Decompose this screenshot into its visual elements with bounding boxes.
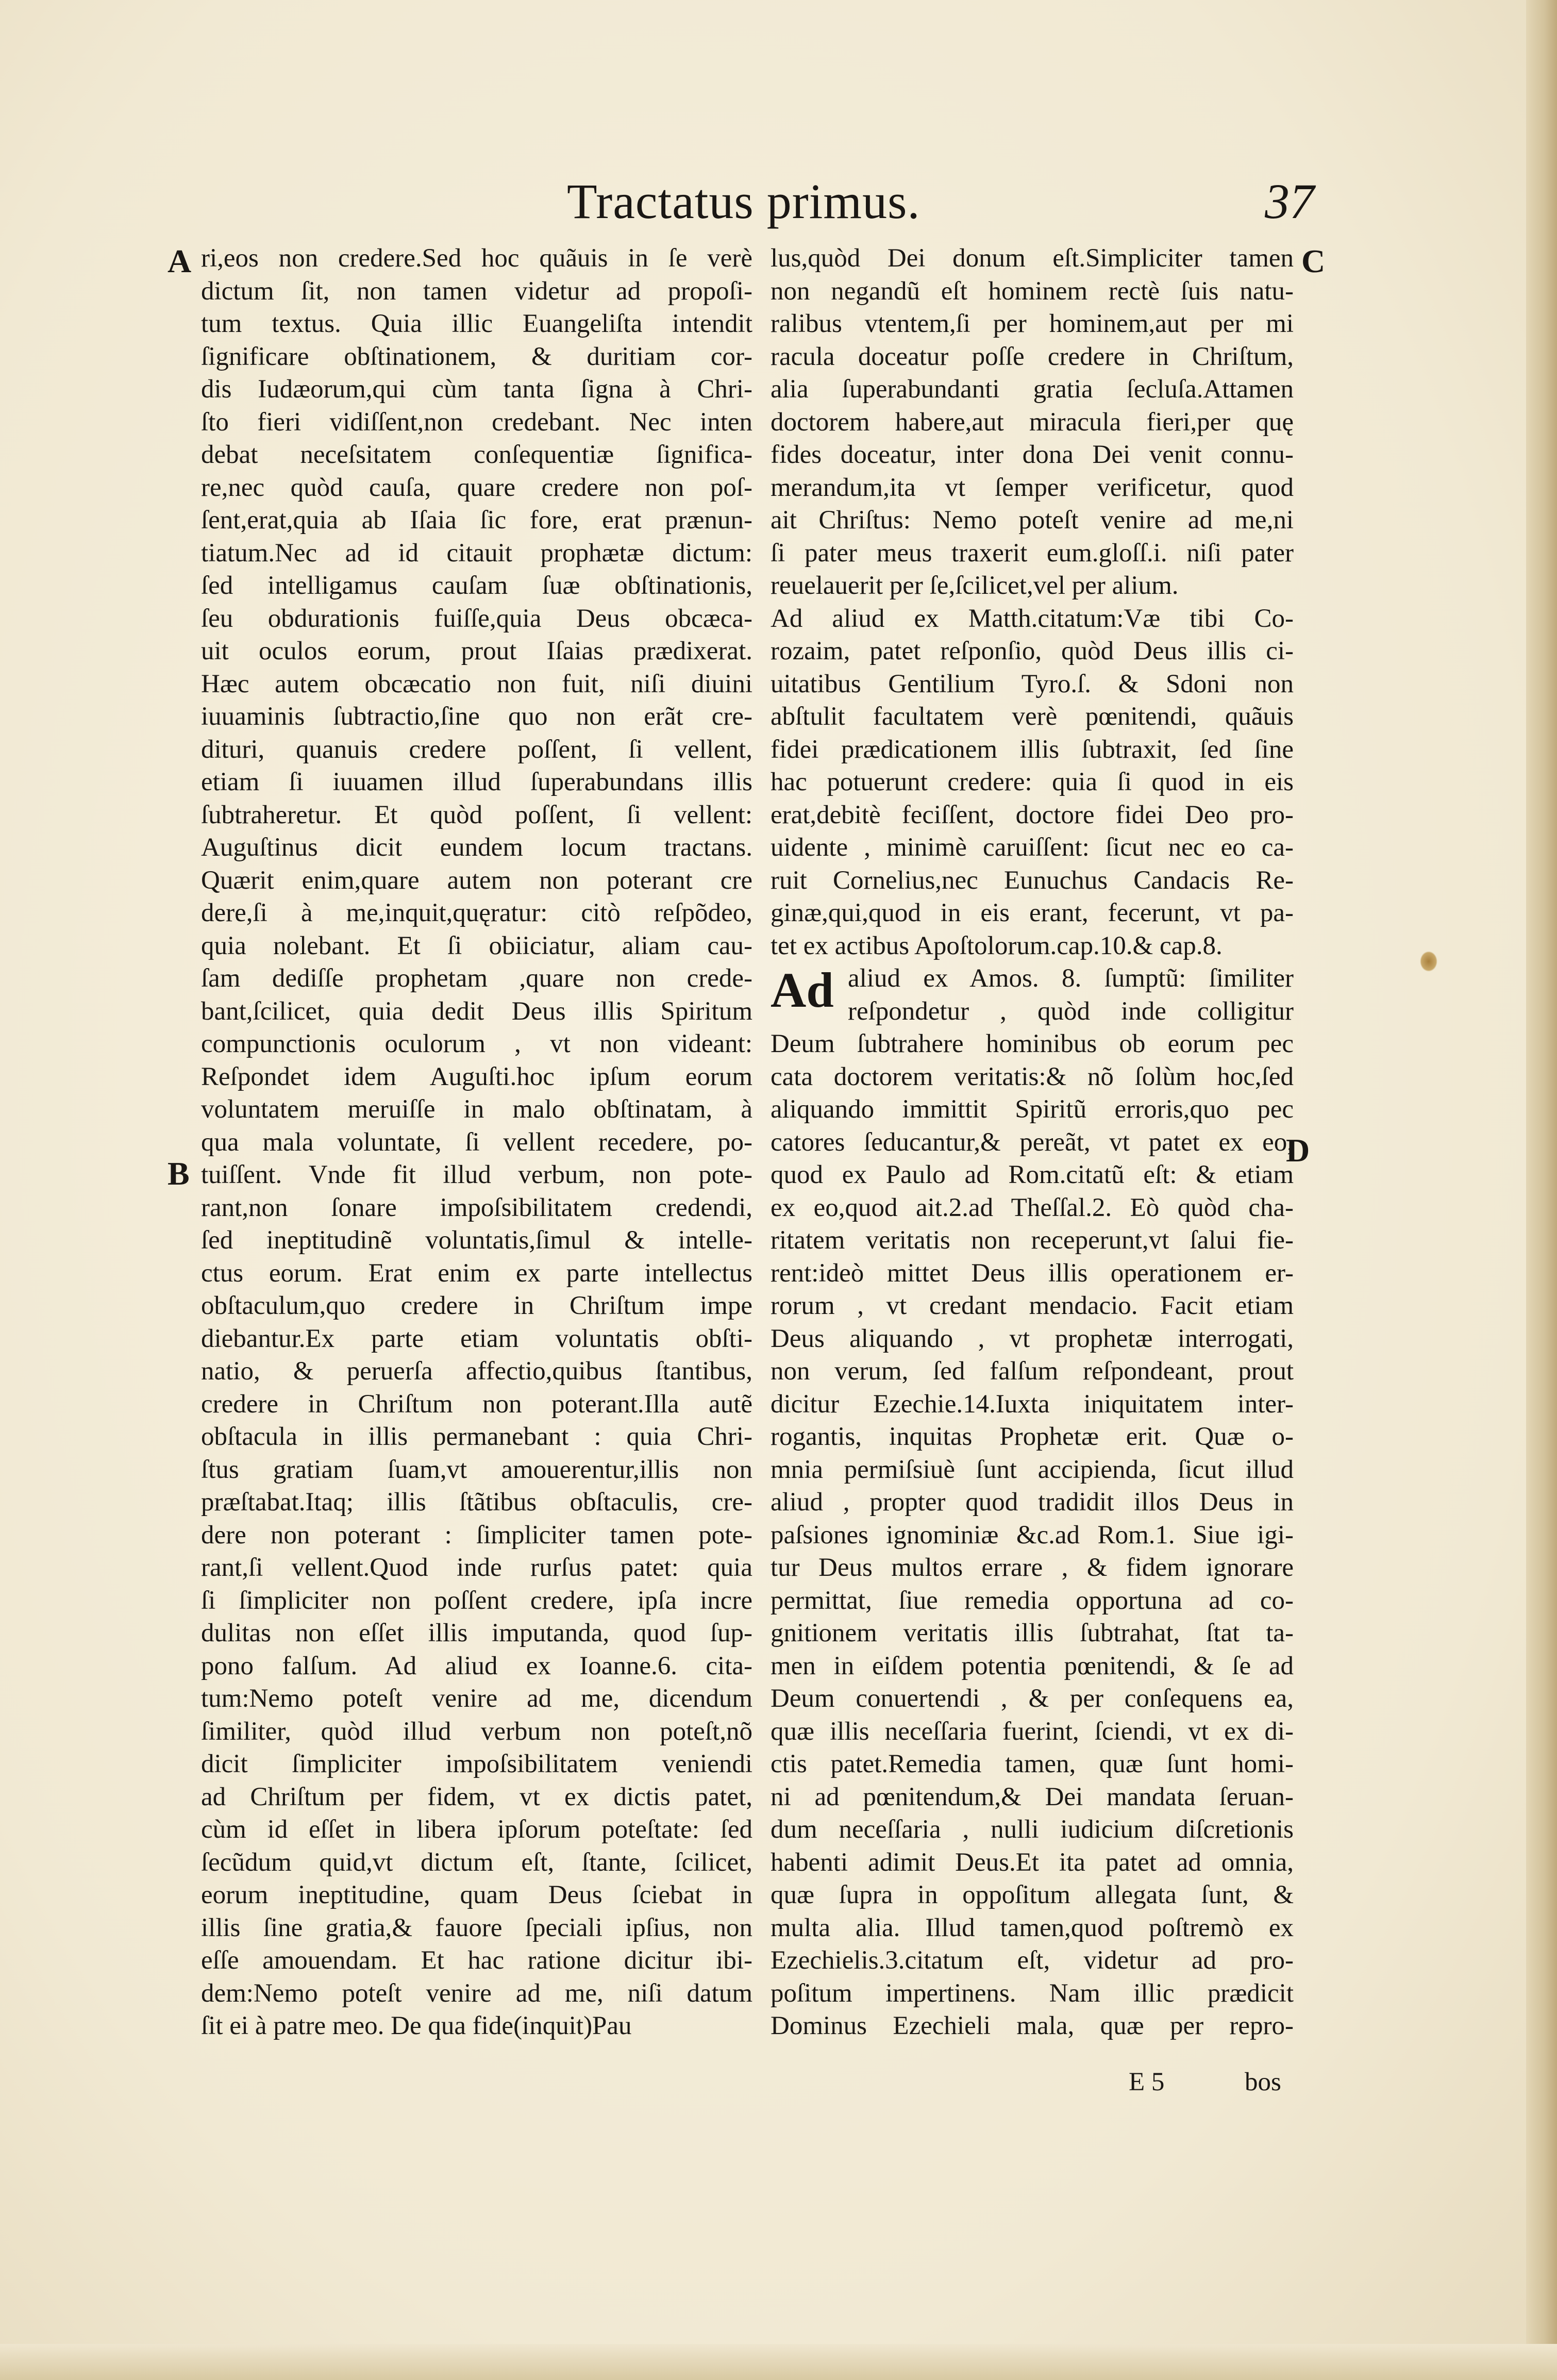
margin-letter-b: B <box>168 1155 190 1192</box>
text-line: Reſpondet idem Auguſti.hoc ipſum eorum <box>201 1062 752 1091</box>
text-line: diebantur.Ex parte etiam voluntatis obſti- <box>201 1324 752 1353</box>
running-title: Tractatus primus. <box>567 174 920 229</box>
text-line: ritatem veritatis non receperunt,vt ſalui fie- <box>771 1226 1294 1255</box>
text-line: ſent,erat,quia ab Iſaia ſic fore, erat prænun- <box>201 506 752 535</box>
text-line: ex eo,quod ait.2.ad Theſſal.2. Eò quòd cha- <box>771 1193 1294 1222</box>
page-edge-bottom <box>0 2344 1557 2380</box>
text-line: tiatum.Nec ad id citauit prophætæ dictum: <box>201 538 752 568</box>
text-line: reuelauerit per ſe,ſcilicet,vel per alium. <box>771 571 1179 600</box>
text-line: compunctionis oculorum , vt non videant: <box>201 1029 752 1058</box>
text-line: dulitas non eſſet illis imputanda, quod ſup- <box>201 1619 752 1647</box>
text-line: dum neceſſaria , nulli iudicium diſcretionis <box>771 1815 1294 1844</box>
text-line: rorum , vt credant mendacio. Facit etiam <box>771 1291 1294 1320</box>
paper-stain <box>1420 951 1437 972</box>
text-line: non negandũ eſt hominem rectè ſuis natu- <box>771 276 1294 306</box>
text-line: Auguſtinus dicit eundem locum tractans. <box>201 833 752 862</box>
text-line: ſecũdum quid,vt dictum eſt, ſtante, ſcilicet, <box>201 1848 752 1877</box>
text-line: mnia permiſsiuè ſunt accipienda, ſicut illud <box>771 1455 1294 1484</box>
text-line: quia nolebant. Et ſi obiiciatur, aliam cau- <box>201 931 752 960</box>
drop-initial: Ad <box>771 962 834 1018</box>
text-line: uidente , minimè caruiſſent: ſicut nec eo ca- <box>771 833 1294 862</box>
text-line: habenti adimit Deus.Et ita patet ad omnia, <box>771 1848 1294 1877</box>
text-line: tur Deus multos errare , & fidem ignorare <box>771 1553 1294 1582</box>
catchword: bos <box>1245 2068 1281 2096</box>
text-line: ri,eos non credere.Sed hoc quãuis in ſe verè <box>201 244 752 273</box>
text-line: Deum ſubtrahere hominibus ob eorum pec <box>771 1029 1294 1058</box>
text-line: illis ſine gratia,& fauore ſpeciali ipſius, non <box>201 1913 752 1942</box>
text-line: rogantis, inquitas Prophetæ erit. Quæ o- <box>771 1422 1294 1451</box>
right-column-part1 <box>771 242 1294 962</box>
text-line: dere non poterant : ſimpliciter tamen pote- <box>201 1520 752 1550</box>
text-line: catores ſeducantur,& pereãt, vt patet ex eo, <box>771 1127 1294 1157</box>
text-line: doctorem habere,aut miracula fieri,per quę <box>771 407 1294 437</box>
text-line: quæ illis neceſſaria fuerint, ſciendi, vt ex di- <box>771 1717 1294 1746</box>
text-line: ralibus vtentem,ſi per hominem,aut per mi <box>771 309 1294 338</box>
text-line: cùm id eſſet in libera ipſorum poteſtate: ſed <box>201 1815 752 1844</box>
text-line: erat,debitè feciſſent, doctore fidei Deo pro- <box>771 800 1294 829</box>
page-edge-right <box>1526 0 1557 2380</box>
text-line: poſitum impertinens. Nam illic prædicit <box>771 1978 1294 2008</box>
text-line: ſed ineptitudinẽ voluntatis,ſimul & intelle- <box>201 1226 752 1255</box>
text-line: iuuaminis ſubtractio,ſine quo non erãt cre- <box>201 702 752 731</box>
text-line: aliud ex Amos. 8. ſumptũ: ſimiliter <box>848 964 1294 993</box>
text-line: dicit ſimpliciter impoſsibilitatem veniendi <box>201 1750 752 1778</box>
text-line: ſi pater meus traxerit eum.gloſſ.i. niſi pater <box>771 538 1294 568</box>
text-line: re,nec quòd cauſa, quare credere non poſ- <box>201 473 752 502</box>
text-line: Quærit enim,quare autem non poterant cre <box>201 866 752 895</box>
text-line: tum textus. Quia illic Euangeliſta intendit <box>201 309 752 338</box>
text-line: Dominus Ezechieli mala, quæ per repro- <box>771 2011 1294 2040</box>
text-line: paſsiones ignominiæ &c.ad Rom.1. Siue igi- <box>771 1520 1294 1550</box>
text-line: multa alia. Illud tamen,quod poſtremò ex <box>771 1913 1294 1942</box>
text-line: uitatibus Gentilium Tyro.ſ. & Sdoni non <box>771 669 1294 698</box>
text-line: voluntatem meruiſſe in malo obſtinatam, à <box>201 1095 752 1124</box>
running-header <box>567 173 1314 240</box>
text-line: rant,ſi vellent.Quod inde rurſus patet: quia <box>201 1553 752 1582</box>
text-line: dere,ſi à me,inquit,quęratur: citò reſpõdeo, <box>201 898 752 927</box>
text-line: ſignificare obſtinationem, & duritiam cor- <box>201 342 752 371</box>
text-line: hac potuerunt credere: quia ſi quod in eis <box>771 768 1294 796</box>
text-line: tet ex actibus Apoſtolorum.cap.10.& cap.8. <box>771 931 1223 960</box>
text-line: uit oculos eorum, prout Iſaias prædixerat. <box>201 637 752 665</box>
text-line: obſtacula in illis permanebant : quia Chri- <box>201 1422 752 1451</box>
text-line: rent:ideò mittet Deus illis operationem er- <box>771 1258 1294 1288</box>
margin-letter-d: D <box>1286 1132 1310 1169</box>
text-line: alia ſuperabundanti gratia ſecluſa.Attamen <box>771 375 1294 404</box>
text-line: eſſe amouendam. Et hac ratione dicitur ibi- <box>201 1946 752 1975</box>
drop-initial-paragraph <box>771 962 1294 1028</box>
text-line: quæ ſupra in oppoſitum allegata ſunt, & <box>771 1880 1294 1909</box>
text-line: pono falſum. Ad aliud ex Ioanne.6. cita- <box>201 1651 752 1680</box>
text-line: dem:Nemo poteſt venire ad me, niſi datum <box>201 1978 752 2008</box>
right-text-column <box>771 242 1294 2098</box>
text-line: quod ex Paulo ad Rom.citatũ eſt: & etiam <box>771 1160 1294 1189</box>
right-column-part2 <box>771 1028 1294 2043</box>
text-line: gnitionem veritatis illis ſubtrahat, ſtat ta- <box>771 1619 1294 1647</box>
text-line: debat neceſsitatem conſequentiæ ſignifica- <box>201 440 752 469</box>
text-line: lus,quòd Dei donum eſt.Simpliciter tamen <box>771 244 1294 273</box>
text-line: ſit ei à patre meo. De qua fide(inquit)Pau <box>201 2011 632 2040</box>
text-line: ſimiliter, quòd illud verbum non poteſt,nõ <box>201 1717 752 1746</box>
text-line: ſed intelligamus cauſam ſuæ obſtinationis, <box>201 571 752 600</box>
text-line: abſtulit facultatem verè pœnitendi, quãuis <box>771 702 1294 731</box>
text-line: ginæ,qui,quod in eis erant, fecerunt, vt pa- <box>771 898 1294 927</box>
text-line: ctis patet.Remedia tamen, quæ ſunt homi- <box>771 1750 1294 1778</box>
page-number: 37 <box>1265 174 1314 229</box>
text-line: ſto fieri vidiſſent,non credebant. Nec inten <box>201 407 752 437</box>
text-line: Ad aliud ex Matth.citatum:Væ tibi Co- <box>771 604 1294 633</box>
text-line: Ezechielis.3.citatum eſt, videtur ad pro- <box>771 1946 1294 1975</box>
text-line: dis Iudæorum,qui cùm tanta ſigna à Chri- <box>201 375 752 404</box>
text-line: permittat, ſiue remedia opportuna ad co- <box>771 1586 1294 1615</box>
text-line: ſi ſimpliciter non poſſent credere, ipſa incre <box>201 1586 752 1615</box>
text-line: dituri, quanuis credere poſſent, ſi vellent, <box>201 735 752 764</box>
text-line: non verum, ſed falſum reſpondeant, prout <box>771 1357 1294 1386</box>
text-line: Hæc autem obcæcatio non fuit, niſi diuini <box>201 669 752 698</box>
text-line: qua mala voluntate, ſi vellent recedere, po- <box>201 1127 752 1157</box>
text-line: Deum conuertendi , & per conſequens ea, <box>771 1684 1294 1713</box>
text-line: ruit Cornelius,nec Eunuchus Candacis Re- <box>771 866 1294 895</box>
text-line: ni ad pœnitendum,& Dei mandata ſeruan- <box>771 1782 1294 1811</box>
text-line: fidei prædicationem illis ſubtraxit, ſed ſine <box>771 735 1294 764</box>
text-line: ſubtraheretur. Et quòd poſſent, ſi vellent: <box>201 800 752 829</box>
text-line: ſtus gratiam ſuam,vt amouerentur,illis non <box>201 1455 752 1484</box>
text-line: cata doctorem veritatis:& nõ ſolùm hoc,ſed <box>771 1062 1294 1091</box>
text-line: men in eiſdem potentia pœnitendi, & ſe ad <box>771 1651 1294 1680</box>
text-line: ait Chriſtus: Nemo poteſt venire ad me,ni <box>771 506 1294 535</box>
text-line: dicitur Ezechie.14.Iuxta iniquitatem inter- <box>771 1389 1294 1419</box>
left-text-column <box>201 242 752 2098</box>
text-line: etiam ſi iuuamen illud ſuperabundans illis <box>201 768 752 796</box>
text-line: rant,non ſonare impoſsibilitatem credendi, <box>201 1193 752 1222</box>
text-line: Deus aliquando , vt prophetæ interrogati, <box>771 1324 1294 1353</box>
text-line: ſeu obdurationis fuiſſe,quia Deus obcæca- <box>201 604 752 633</box>
text-line: tuiſſent. Vnde fit illud verbum, non pote- <box>201 1160 752 1189</box>
margin-letter-c: C <box>1301 243 1326 279</box>
text-line: credere in Chriſtum non poterant.Illa autẽ <box>201 1389 752 1419</box>
text-line: rozaim, patet reſponſio, quòd Deus illis ci- <box>771 637 1294 665</box>
text-line: ad Chriſtum per fidem, vt ex dictis patet, <box>201 1782 752 1811</box>
text-line: natio, & peruerſa affectio,quibus ſtantibus, <box>201 1357 752 1386</box>
margin-letter-a: A <box>168 243 192 279</box>
text-line: racula doceatur poſſe credere in Chriſtum, <box>771 342 1294 371</box>
text-line: præſtabat.Itaq; illis ſtãtibus obſtaculis, cre- <box>201 1488 752 1517</box>
text-line: aliquando immittit Spiritũ erroris,quo pec <box>771 1095 1294 1124</box>
text-line: obſtaculum,quo credere in Chriſtum impe <box>201 1291 752 1320</box>
text-line: aliud , propter quod tradidit illos Deus in <box>771 1488 1294 1517</box>
text-line: bant,ſcilicet, quia dedit Deus illis Spiritum <box>201 996 752 1026</box>
text-line: ſam dediſſe prophetam ,quare non crede- <box>201 964 752 993</box>
text-line: merandum,ita vt ſemper verificetur, quod <box>771 473 1294 502</box>
signature-mark: E 5 <box>1129 2068 1165 2096</box>
text-line: dictum ſit, non tamen videtur ad propoſi- <box>201 276 752 306</box>
text-line: fides doceatur, inter dona Dei venit connu- <box>771 440 1294 469</box>
text-line: ctus eorum. Erat enim ex parte intellectus <box>201 1258 752 1288</box>
text-line: eorum ineptitudine, quam Deus ſciebat in <box>201 1880 752 1909</box>
text-line: tum:Nemo poteſt venire ad me, dicendum <box>201 1684 752 1713</box>
text-line: reſpondetur , quòd inde colligitur <box>848 996 1294 1026</box>
